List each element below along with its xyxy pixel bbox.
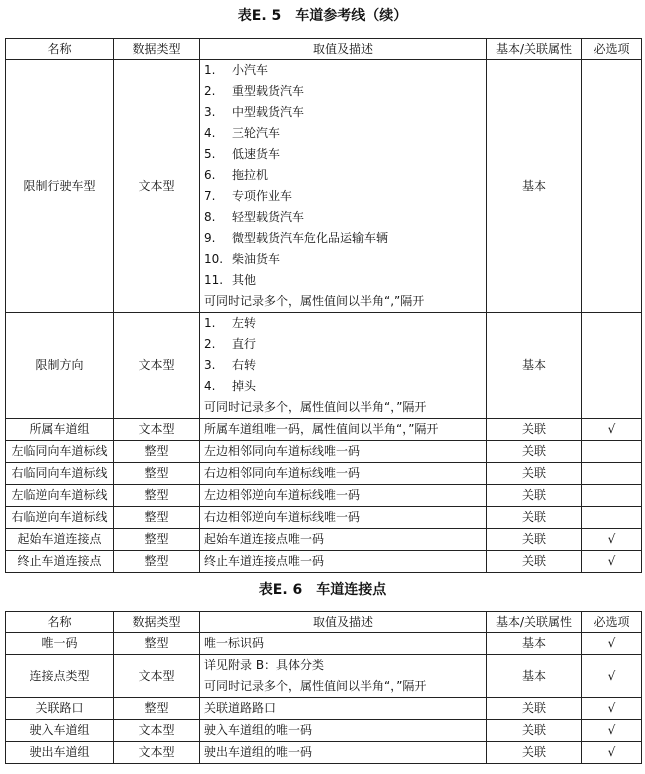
row-note: 可同时记录多个，属性值间以半角“,”隔开 xyxy=(204,294,425,308)
table-row xyxy=(6,742,642,764)
header-name: 名称 xyxy=(6,612,114,633)
row-required xyxy=(582,60,642,313)
row-description: 所属车道组唯一码，属性值间以半角“，”隔开 xyxy=(200,419,487,441)
header-name: 名称 xyxy=(6,39,114,60)
row-type: 文本型 xyxy=(114,419,200,441)
table-caption-e6: 表E. 6 车道连接点 xyxy=(258,582,387,598)
row-required: √ xyxy=(582,551,642,573)
table-header-row xyxy=(6,39,642,60)
header-value-description: 取值及描述 xyxy=(200,612,487,633)
table-row xyxy=(6,419,642,441)
row-required: √ xyxy=(582,720,642,742)
row-attribute: 关联 xyxy=(487,485,582,507)
row-type: 整型 xyxy=(114,529,200,551)
row-attribute: 关联 xyxy=(487,419,582,441)
table-caption-e5: 表E. 5 车道参考线（续） xyxy=(237,8,408,24)
table-row xyxy=(6,698,642,720)
row-description: 唯一标识码 xyxy=(200,633,487,655)
row-description: 关联道路路口 xyxy=(200,698,487,720)
row-required xyxy=(582,507,642,529)
row-description: 驶出车道组的唯一码 xyxy=(200,742,487,764)
header-required: 必选项 xyxy=(582,612,642,633)
row-required: √ xyxy=(582,742,642,764)
row-name: 限制方向 xyxy=(6,313,114,419)
row-type: 文本型 xyxy=(114,655,200,698)
header-value-description: 取值及描述 xyxy=(200,39,487,60)
row-type: 整型 xyxy=(114,441,200,463)
row-attribute: 关联 xyxy=(487,441,582,463)
row-type: 文本型 xyxy=(114,60,200,313)
row-required xyxy=(582,313,642,419)
row-type: 整型 xyxy=(114,633,200,655)
row-required: √ xyxy=(582,633,642,655)
table-header-row xyxy=(6,612,642,633)
row-required: √ xyxy=(582,529,642,551)
table-row xyxy=(6,551,642,573)
row-required xyxy=(582,441,642,463)
list-item: 1. 小汽车 xyxy=(204,63,269,77)
table-row xyxy=(6,60,642,313)
row-attribute: 关联 xyxy=(487,507,582,529)
table-row xyxy=(6,313,642,419)
row-name: 右临同向车道标线 xyxy=(6,463,114,485)
list-item: 3. 中型载货汽车 xyxy=(204,105,305,119)
list-item: 10. 柴油货车 xyxy=(204,252,281,266)
row-attribute: 关联 xyxy=(487,720,582,742)
header-data-type: 数据类型 xyxy=(114,39,200,60)
row-name: 驶出车道组 xyxy=(6,742,114,764)
row-description: 右边相邻同向车道标线唯一码 xyxy=(200,463,487,485)
row-required: √ xyxy=(582,419,642,441)
table-row xyxy=(6,655,642,698)
row-name: 起始车道连接点 xyxy=(6,529,114,551)
row-attribute: 基本 xyxy=(487,60,582,313)
header-data-type: 数据类型 xyxy=(114,612,200,633)
row-note: 可同时记录多个，属性值间以半角“，”隔开 xyxy=(204,400,427,414)
row-attribute: 关联 xyxy=(487,529,582,551)
row-description xyxy=(200,60,487,313)
table-row xyxy=(6,507,642,529)
row-name: 唯一码 xyxy=(6,633,114,655)
row-type: 整型 xyxy=(114,485,200,507)
row-attribute: 关联 xyxy=(487,698,582,720)
row-note: 可同时记录多个，属性值间以半角“，”隔开 xyxy=(204,679,427,693)
list-item: 2. 直行 xyxy=(204,337,257,351)
row-name: 连接点类型 xyxy=(6,655,114,698)
row-required: √ xyxy=(582,698,642,720)
row-description: 驶入车道组的唯一码 xyxy=(200,720,487,742)
table-row xyxy=(6,441,642,463)
row-type: 整型 xyxy=(114,463,200,485)
header-attribute: 基本/关联属性 xyxy=(487,612,582,633)
row-attribute: 关联 xyxy=(487,463,582,485)
row-name: 左临逆向车道标线 xyxy=(6,485,114,507)
row-description-line: 详见附录 B：具体分类 xyxy=(204,658,325,672)
table-row xyxy=(6,529,642,551)
list-item: 4. 掉头 xyxy=(204,379,257,393)
table-row xyxy=(6,633,642,655)
list-item: 1. 左转 xyxy=(204,316,257,330)
list-item: 4. 三轮汽车 xyxy=(204,126,281,140)
row-attribute: 基本 xyxy=(487,633,582,655)
row-required: √ xyxy=(582,655,642,698)
row-name: 关联路口 xyxy=(6,698,114,720)
row-description: 左边相邻同向车道标线唯一码 xyxy=(200,441,487,463)
row-attribute: 基本 xyxy=(487,655,582,698)
row-type: 文本型 xyxy=(114,313,200,419)
list-item: 7. 专项作业车 xyxy=(204,189,293,203)
row-type: 整型 xyxy=(114,698,200,720)
row-type: 文本型 xyxy=(114,720,200,742)
list-item: 2. 重型载货汽车 xyxy=(204,84,305,98)
row-description xyxy=(200,655,487,698)
table-row xyxy=(6,485,642,507)
table-row xyxy=(6,463,642,485)
list-item: 9. 微型载货汽车危化品运输车辆 xyxy=(204,231,389,245)
row-name: 所属车道组 xyxy=(6,419,114,441)
header-attribute: 基本/关联属性 xyxy=(487,39,582,60)
row-required xyxy=(582,485,642,507)
list-item: 8. 轻型载货汽车 xyxy=(204,210,305,224)
row-type: 整型 xyxy=(114,507,200,529)
row-description: 起始车道连接点唯一码 xyxy=(200,529,487,551)
lane-reference-line-table xyxy=(5,38,642,573)
row-name: 驶入车道组 xyxy=(6,720,114,742)
row-name: 终止车道连接点 xyxy=(6,551,114,573)
lane-connection-point-table xyxy=(5,611,642,764)
list-item: 6. 拖拉机 xyxy=(204,168,269,182)
row-attribute: 关联 xyxy=(487,551,582,573)
row-attribute: 关联 xyxy=(487,742,582,764)
row-description xyxy=(200,313,487,419)
table-row xyxy=(6,720,642,742)
row-description: 右边相邻逆向车道标线唯一码 xyxy=(200,507,487,529)
row-name: 右临逆向车道标线 xyxy=(6,507,114,529)
list-item: 5. 低速货车 xyxy=(204,147,281,161)
row-type: 整型 xyxy=(114,551,200,573)
list-item: 11. 其他 xyxy=(204,273,257,287)
row-type: 文本型 xyxy=(114,742,200,764)
row-required xyxy=(582,463,642,485)
header-required: 必选项 xyxy=(582,39,642,60)
row-description: 终止车道连接点唯一码 xyxy=(200,551,487,573)
list-item: 3. 右转 xyxy=(204,358,257,372)
row-name: 左临同向车道标线 xyxy=(6,441,114,463)
row-name: 限制行驶车型 xyxy=(6,60,114,313)
row-attribute: 基本 xyxy=(487,313,582,419)
row-description: 左边相邻逆向车道标线唯一码 xyxy=(200,485,487,507)
